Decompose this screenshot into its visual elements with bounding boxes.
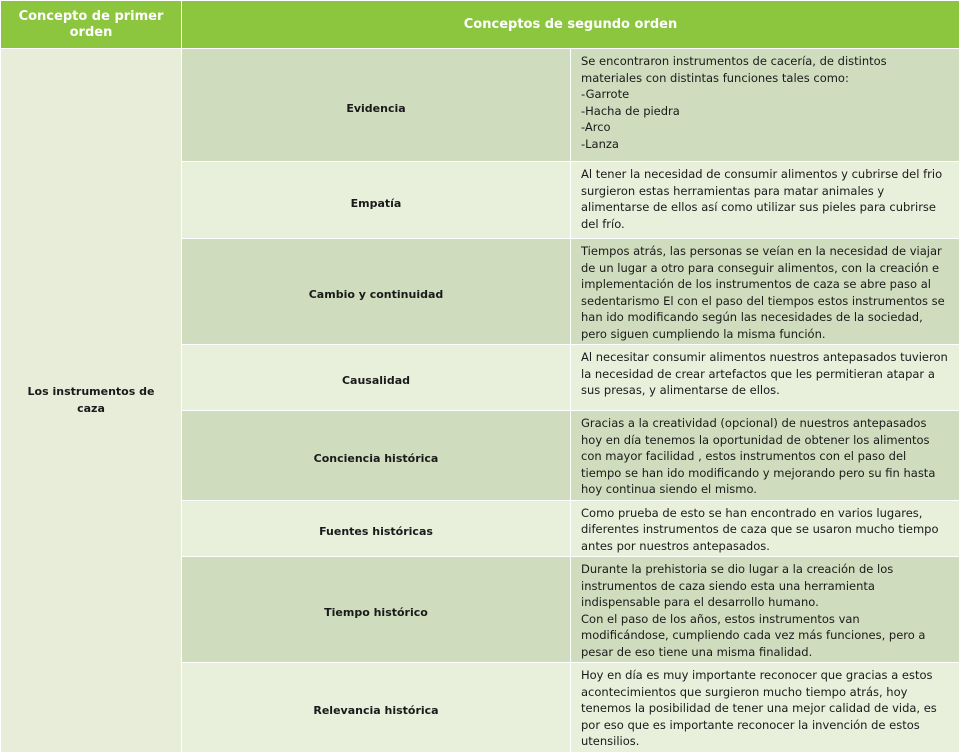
concept-label: Empatía	[182, 162, 571, 239]
concept-label: Cambio y continuidad	[182, 239, 571, 345]
header-row	[1, 1, 960, 49]
concept-description: Gracias a la creatividad (opcional) de nuestros antepasados hoy en día tenemos la oportunidad de obtener los alimentos con mayor facilidad , estos instrumentos con el paso del tiempo se han ido modificando y mejorando pero su fin hasta hoy continua siendo el mismo.	[571, 411, 960, 501]
concept-label: Causalidad	[182, 345, 571, 411]
concept-label: Conciencia histórica	[182, 411, 571, 501]
concept-description: Tiempos atrás, las personas se veían en la necesidad de viajar de un lugar a otro para conseguir alimentos, con la creación e implementación de los instrumentos de caza se abre paso al sedentarismo El con el paso del tiempos estos instrumentos se han ido modificando según las necesidades de la sociedad, pero siguen cumpliendo la misma función.	[571, 239, 960, 345]
concept-label: Tiempo histórico	[182, 557, 571, 663]
concept-label: Fuentes históricas	[182, 500, 571, 557]
concept-description: Se encontraron instrumentos de cacería, de distintos materiales con distintas funciones tales como: -Garrote -Hacha de piedra -Arco -Lanza	[571, 49, 960, 162]
concept-description: Como prueba de esto se han encontrado en varios lugares, diferentes instrumentos de caza que se usaron mucho tiempo antes por nuestros antepasados.	[571, 500, 960, 557]
header-second-order: Conceptos de segundo orden	[182, 1, 960, 49]
header-first-order: Concepto de primer orden	[1, 1, 182, 49]
concept-description: Hoy en día es muy importante reconocer que gracias a estos acontecimientos que surgieron mucho tiempo atrás, hoy tenemos la posibilidad de tener una mejor calidad de vida, es por eso que es importante reconocer la invención de estos utensilios.	[571, 663, 960, 753]
concept-description: Durante la prehistoria se dio lugar a la creación de los instrumentos de caza siendo esta una herramienta indispensable para el desarrollo humano. Con el paso de los años, estos instrumentos van modificándose, cumpliendo cada vez más funciones, pero a pesar de eso tiene una misma finalidad.	[571, 557, 960, 663]
concept-description: Al tener la necesidad de consumir alimentos y cubrirse del frio surgieron estas herramientas para matar animales y alimentarse de ellos así como utilizar sus pieles para cubrirse del frío.	[571, 162, 960, 239]
table-row	[1, 49, 960, 162]
concept-label: Evidencia	[182, 49, 571, 162]
first-order-concept: Los instrumentos de caza	[1, 49, 182, 753]
concept-label: Relevancia histórica	[182, 663, 571, 753]
concept-description: Al necesitar consumir alimentos nuestros antepasados tuvieron la necesidad de crear artefactos que les permitieran atapar a sus presas, y alimentarse de ellos.	[571, 345, 960, 411]
